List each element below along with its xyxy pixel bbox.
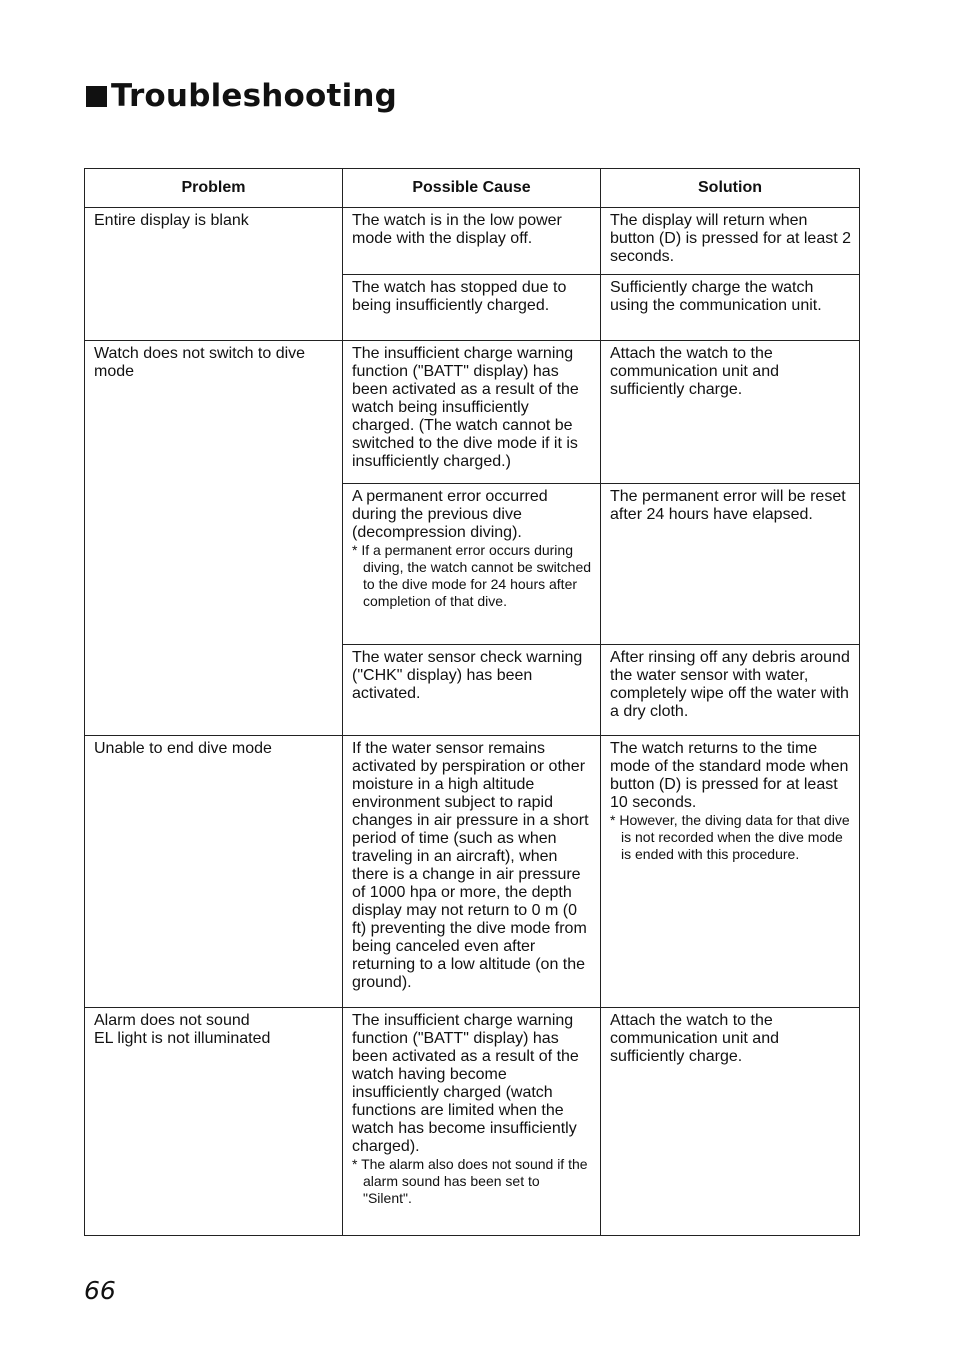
problem-cell <box>85 1008 343 1236</box>
problem-line: EL light is not illuminated <box>94 1030 271 1047</box>
cause-cell: The watch has stopped due to being insufficiently charged. <box>343 275 601 341</box>
cause-cell: The insufficient charge warning function ("BATT" display) has been activated as a result of the watch being insufficiently charged. (The watch cannot be switched to the dive mode if it is insufficiently charged.) <box>343 341 601 484</box>
solution-cell: The permanent error will be reset after 24 hours have elapsed. <box>601 484 860 645</box>
solution-cell: After rinsing off any debris around the water sensor with water, completely wipe off the water with a dry cloth. <box>601 645 860 736</box>
solution-cell: The display will return when button (D) is pressed for at least 2 seconds. <box>601 208 860 275</box>
header-problem: Problem <box>85 169 343 208</box>
cause-note: * If a permanent error occurs during diving, the watch cannot be switched to the dive mode for 24 hours after completion of that dive. <box>352 542 592 609</box>
cause-cell: If the water sensor remains activated by perspiration or other moisture in a high altitude environment subject to rapid changes in air pressure in a short period of time (such as when traveling in an aircraft), when there is a change in air pressure of 1000 hpa or more, the depth display may not return to 0 m (0 ft) preventing the dive mode from being canceled even after returning to a low altitude (on the ground). <box>343 736 601 1008</box>
cause-cell: The watch is in the low power mode with the display off. <box>343 208 601 275</box>
solution-text: The watch returns to the time mode of the standard mode when button (D) is pressed for at least 10 seconds. <box>610 740 849 811</box>
cause-text: The insufficient charge warning function ("BATT" display) has been activated as a result of the watch having become insufficiently charged (watch functions are limited when the watch has become insufficiently charged). <box>352 1012 579 1155</box>
cause-cell <box>343 484 601 645</box>
troubleshooting-table <box>84 168 860 1236</box>
problem-line: Alarm does not sound <box>94 1012 250 1029</box>
cause-cell <box>343 1008 601 1236</box>
cause-text: A permanent error occurred during the previous dive (decompression diving). <box>352 488 548 541</box>
problem-cell: Watch does not switch to dive mode <box>85 341 343 736</box>
solution-cell: Attach the watch to the communication unit and sufficiently charge. <box>601 1008 860 1236</box>
solution-note: * However, the diving data for that dive is not recorded when the dive mode is ended with this procedure. <box>610 812 850 862</box>
problem-cell: Unable to end dive mode <box>85 736 343 1008</box>
cause-note: * The alarm also does not sound if the alarm sound has been set to "Silent". <box>352 1156 588 1206</box>
table-row <box>85 1008 860 1236</box>
table-row <box>85 736 860 1008</box>
table-header-row <box>85 169 860 208</box>
cause-cell: The water sensor check warning ("CHK" display) has been activated. <box>343 645 601 736</box>
solution-cell: Sufficiently charge the watch using the communication unit. <box>601 275 860 341</box>
solution-cell <box>601 736 860 1008</box>
table-row <box>85 208 860 275</box>
problem-cell: Entire display is blank <box>85 208 343 341</box>
solution-cell: Attach the watch to the communication unit and sufficiently charge. <box>601 341 860 484</box>
header-solution: Solution <box>601 169 860 208</box>
header-possible-cause: Possible Cause <box>343 169 601 208</box>
page-title-text: Troubleshooting <box>111 78 398 114</box>
page-title <box>86 78 397 114</box>
square-bullet-icon <box>86 86 107 107</box>
table-row <box>85 341 860 484</box>
page-number: 66 <box>84 1276 116 1305</box>
